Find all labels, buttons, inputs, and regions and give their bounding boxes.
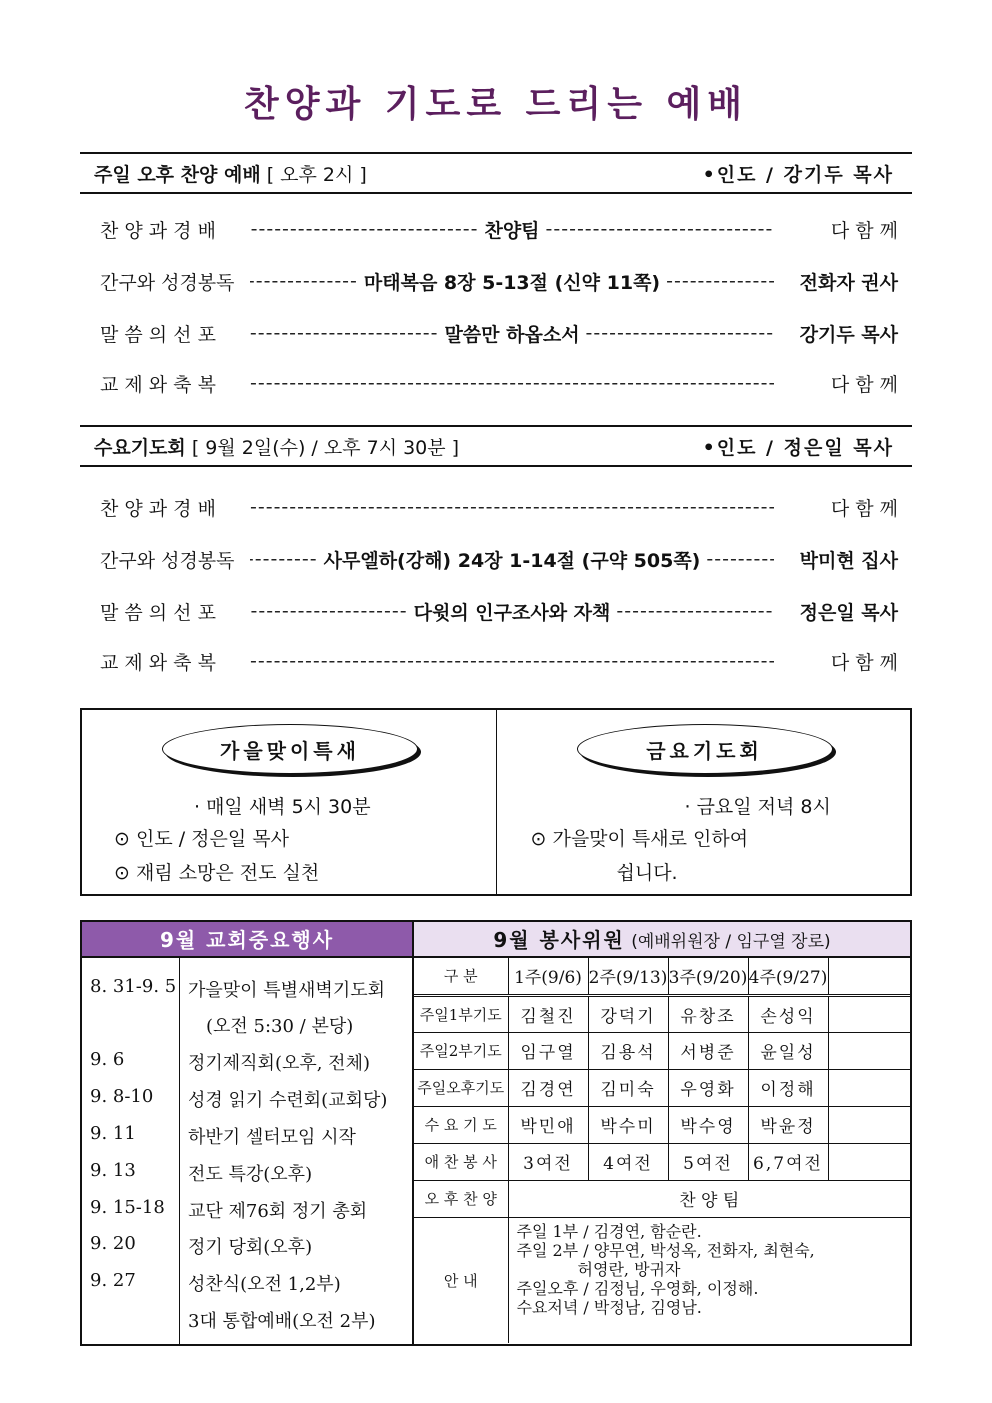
roster-cell-empty	[828, 995, 910, 1032]
order-label: 교 제 와 축 복	[100, 373, 216, 396]
sunday-order-row	[100, 264, 898, 298]
order-label: 교 제 와 축 복	[100, 651, 216, 674]
event-date: 9. 6	[90, 1049, 125, 1070]
event-date: 8. 31-9. 5	[90, 976, 177, 997]
autumn-prayer-time: · 매일 새벽 5시 30분	[194, 796, 371, 818]
sunday-leader: •인도 / 강기두 목사	[702, 163, 894, 186]
autumn-prayer-panel	[82, 710, 496, 894]
roster-header: 3주(9/20)	[668, 958, 748, 995]
autumn-prayer-leader: ⊙ 인도 / 정은일 목사	[114, 828, 289, 850]
roster-label: 주일2부기도	[414, 1032, 508, 1069]
dash-leader	[706, 548, 774, 570]
service-title: 9월 봉사위원	[493, 928, 625, 952]
dash-leader	[616, 600, 774, 622]
sunday-service-name: 주일 오후 찬양 예배	[94, 163, 261, 186]
friday-prayer-panel	[496, 710, 911, 894]
sunday-service-header	[80, 152, 912, 194]
sunday-order-row	[100, 316, 898, 350]
order-label: 말 씀 의 선 포	[100, 323, 216, 346]
sunday-service-time: [ 오후 2시 ]	[266, 163, 367, 186]
wednesday-order-row	[100, 490, 898, 524]
friday-prayer-time: · 금요일 저녁 8시	[684, 796, 831, 818]
friday-prayer-note: ⊙ 가을맞이 특새로 인하여	[530, 828, 749, 850]
notice-line: 주일오후 / 김정님, 우영화, 이정해.	[516, 1278, 759, 1298]
dash-leader	[250, 496, 774, 518]
roster-cell-empty	[828, 1032, 910, 1069]
event-date: 9. 11	[90, 1123, 136, 1144]
service-header	[414, 922, 910, 958]
wednesday-order-row	[100, 542, 898, 576]
roster-header: 4주(9/27)	[748, 958, 828, 995]
event-text: 3대 통합예배(오전 2부)	[188, 1311, 376, 1332]
order-content: 마태복음 8장 5-13절 (신약 11쪽)	[363, 271, 661, 294]
notice-line: 주일 1부 / 김경연, 함순란.	[516, 1221, 702, 1241]
roster-cell: 임구열	[508, 1032, 588, 1069]
autumn-prayer-title: 가을맞이특새	[162, 724, 418, 774]
roster-header: 1주(9/6)	[508, 958, 588, 995]
wednesday-order-row	[100, 594, 898, 628]
roster-label: 수 요 기 도	[414, 1106, 508, 1143]
roster-cell: 윤일성	[748, 1032, 828, 1069]
roster-cell: 김용석	[588, 1032, 668, 1069]
bottom-tables	[80, 920, 912, 1346]
order-content: 다윗의 인구조사와 자책	[413, 601, 611, 624]
roster-cell: 서병준	[668, 1032, 748, 1069]
order-label: 간구와 성경봉독	[100, 271, 235, 294]
order-label: 간구와 성경봉독	[100, 549, 235, 572]
wednesday-leader: •인도 / 정은일 목사	[702, 436, 894, 459]
roster-label: 안 내	[414, 1217, 508, 1343]
friday-prayer-title: 금요기도회	[577, 724, 833, 774]
roster-cell: 강덕기	[588, 995, 668, 1032]
roster-header-row	[414, 958, 910, 995]
event-text: 정기제직회(오후, 전체)	[188, 1053, 370, 1074]
event-text: 정기 당회(오후)	[188, 1237, 313, 1258]
order-person: 다 함 께	[830, 651, 898, 674]
order-label: 말 씀 의 선 포	[100, 601, 216, 624]
events-title: 9월 교회중요행사	[82, 922, 412, 958]
roster-cell-empty	[828, 1069, 910, 1106]
order-person: 박미현 집사	[799, 549, 898, 572]
dash-leader	[250, 650, 774, 672]
roster-header: 2주(9/13)	[588, 958, 668, 995]
roster-cell: 5여전	[668, 1143, 748, 1180]
event-text: 하반기 셀터모임 시작	[188, 1127, 356, 1148]
roster-row	[414, 1143, 910, 1180]
roster-label: 주일1부기도	[414, 995, 508, 1032]
wednesday-order-row	[100, 644, 898, 678]
event-text: 가을맞이 특별새벽기도회	[188, 980, 385, 1001]
choir-value: 찬 양 팀	[508, 1180, 910, 1217]
order-content: 찬양팀	[484, 219, 540, 242]
event-date: 9. 20	[90, 1233, 136, 1254]
dash-leader	[250, 322, 438, 344]
roster-row	[414, 1106, 910, 1143]
roster-header	[828, 958, 910, 995]
roster-row-notice	[414, 1217, 910, 1343]
wednesday-service-header	[80, 425, 912, 467]
autumn-prayer-note: ⊙ 재림 소망은 전도 실천	[114, 862, 320, 884]
roster-cell: 3여전	[508, 1143, 588, 1180]
wednesday-service-time: [ 9월 2일(수) / 오후 7시 30분 ]	[191, 436, 460, 459]
order-content: 사무엘하(강해) 24장 1-14절 (구약 505쪽)	[323, 549, 701, 572]
order-label: 찬 양 과 경 배	[100, 497, 216, 520]
sunday-order-row	[100, 366, 898, 400]
dash-leader	[546, 218, 774, 240]
dash-leader	[250, 372, 774, 394]
service-subtitle: (예배위원장 / 임구열 장로)	[631, 932, 831, 952]
dash-leader	[250, 218, 478, 240]
event-date: 9. 13	[90, 1160, 136, 1181]
dash-leader	[250, 600, 408, 622]
roster-label: 애 찬 봉 사	[414, 1143, 508, 1180]
friday-prayer-note-cont: 쉽니다.	[616, 862, 678, 884]
roster-cell: 김미숙	[588, 1069, 668, 1106]
roster-cell: 김철진	[508, 995, 588, 1032]
roster-cell: 박민애	[508, 1106, 588, 1143]
order-person: 정은일 목사	[799, 601, 898, 624]
roster-header: 구 분	[414, 958, 508, 995]
roster-cell: 박수미	[588, 1106, 668, 1143]
event-date: 9. 8-10	[90, 1086, 154, 1107]
order-person: 다 함 께	[830, 219, 898, 242]
event-text: 성경 읽기 수련회(교회당)	[188, 1090, 388, 1111]
notice-content	[508, 1217, 910, 1343]
roster-cell: 이정해	[748, 1069, 828, 1106]
announcement-box	[80, 708, 912, 896]
dash-leader	[586, 322, 774, 344]
event-date: 9. 27	[90, 1270, 136, 1291]
order-person: 강기두 목사	[799, 323, 898, 346]
roster-label: 오 후 찬 양	[414, 1180, 508, 1217]
roster-label: 주일오후기도	[414, 1069, 508, 1106]
roster-cell-empty	[828, 1143, 910, 1180]
event-text: (오전 5:30 / 본당)	[206, 1016, 354, 1037]
wednesday-service-name: 수요기도회	[94, 436, 186, 459]
order-label: 찬 양 과 경 배	[100, 219, 216, 242]
roster-cell: 박수영	[668, 1106, 748, 1143]
notice-line: 수요저녁 / 박정남, 김영남.	[516, 1297, 702, 1317]
service-roster	[414, 958, 910, 1343]
roster-row	[414, 995, 910, 1032]
event-text: 전도 특강(오후)	[188, 1164, 313, 1185]
roster-cell: 유창조	[668, 995, 748, 1032]
event-text: 교단 제76회 정기 총회	[188, 1201, 368, 1222]
page-title: 찬양과 기도로 드리는 예배	[243, 84, 749, 125]
roster-row	[414, 1032, 910, 1069]
roster-cell: 박윤정	[748, 1106, 828, 1143]
order-person: 다 함 께	[830, 497, 898, 520]
roster-cell: 손성익	[748, 995, 828, 1032]
dash-leader	[250, 270, 358, 292]
roster-cell-empty	[828, 1106, 910, 1143]
roster-cell: 6,7여전	[748, 1143, 828, 1180]
order-person: 다 함 께	[830, 373, 898, 396]
order-content: 말씀만 하옵소서	[444, 323, 580, 346]
notice-line: 주일 2부 / 양무연, 박성옥, 전화자, 최현숙,	[516, 1240, 815, 1260]
events-divider	[179, 958, 180, 1344]
order-person: 전화자 권사	[799, 271, 899, 294]
dash-leader	[666, 270, 774, 292]
sunday-order-row	[100, 212, 898, 246]
roster-cell: 4여전	[588, 1143, 668, 1180]
events-table	[82, 922, 414, 1344]
event-date: 9. 15-18	[90, 1197, 165, 1218]
notice-line: 허영란, 방귀자	[516, 1259, 681, 1279]
dash-leader	[250, 548, 318, 570]
event-text: 성찬식(오전 1,2부)	[188, 1274, 341, 1295]
roster-row	[414, 1069, 910, 1106]
roster-cell: 김경연	[508, 1069, 588, 1106]
roster-row-choir	[414, 1180, 910, 1217]
service-table	[414, 922, 910, 1344]
roster-cell: 우영화	[668, 1069, 748, 1106]
